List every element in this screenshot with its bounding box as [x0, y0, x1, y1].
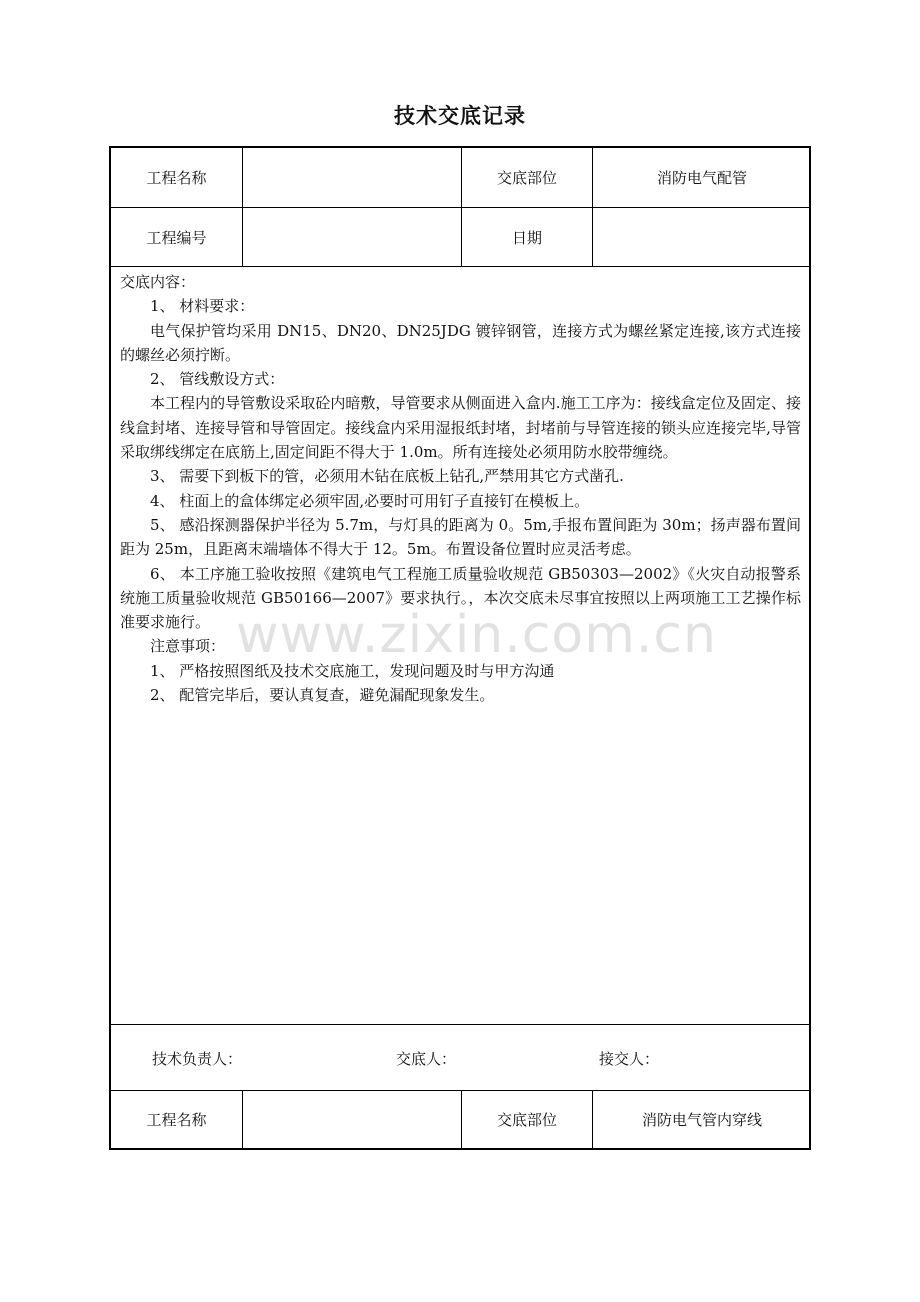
project-name-label: 工程名称	[146, 169, 207, 187]
project-name-value	[242, 148, 461, 207]
date-label: 日期	[461, 208, 592, 266]
content-line: 2、 管线敷设方式：	[150, 370, 285, 389]
part-value: 消防电气配管	[592, 148, 811, 207]
receiver-signature: 接交人：	[599, 1050, 660, 1068]
content-line: 3、 需要下到板下的管，必须用木钻在底板上钻孔,严禁用其它方式凿孔.	[150, 467, 624, 486]
content-line: 4、 柱面上的盒体绑定必须牢固,必要时可用钉子直接钉在模板上。	[150, 491, 590, 510]
document-title: 技术交底记录	[394, 103, 526, 128]
project-no-label: 工程编号	[146, 228, 207, 247]
content-line: 2、 配管完毕后，要认真复查，避免漏配现象发生。	[150, 686, 495, 705]
header-row-2	[111, 208, 809, 267]
footer-project-name-label: 工程名称	[146, 1111, 207, 1129]
content-line: 本工程内的导管敷设采取砼内暗敷，导管要求从侧面进入盒内.施工工序为：接线盒定位及固定、接线盒封堵、连接导管和导管固定。接线盒内采用湿报纸封堵，封堵前与导管连接的锁头应连接完毕,导管采取绑线绑定在底筋上,固定间距不得大于 1.0m。所有连接处必须用防水胶带缠绕。	[120, 394, 801, 462]
footer-part-label: 交底部位	[461, 1091, 592, 1148]
disclosure-content	[111, 267, 809, 1025]
footer-part-value: 消防电气管内穿线	[592, 1091, 811, 1148]
signature-row	[111, 1025, 809, 1091]
date-value	[592, 208, 811, 266]
part-label: 交底部位	[461, 148, 592, 207]
watermark: www.zixin.com.cn	[236, 605, 717, 665]
content-line: 5、 感沿探测器保护半径为 5.7m，与灯具的距离为 0。5m,手报布置间距为 30m；扬声器布置间距为 25m，且距离末端墙体不得大于 12。5m。布置设备位置时应灵活考虑。	[120, 515, 801, 559]
content-heading: 交底内容：	[120, 273, 196, 291]
content-line: 1、 材料要求：	[150, 297, 255, 316]
footer-row	[111, 1091, 809, 1148]
project-no-value	[242, 208, 461, 266]
record-table	[109, 146, 811, 1150]
content-line: 电气保护管均采用 DN15、DN20、DN25JDG 镀锌钢管，连接方式为螺丝紧定连接,该方式连接的螺丝必须拧断。	[120, 321, 801, 364]
header-row-1	[111, 148, 809, 208]
footer-project-name-value	[242, 1091, 461, 1148]
content-line: 6、 本工序施工验收按照《建筑电气工程施工质量验收规范 GB50303—2002》《火灾自动报警系统施工质量验收规范 GB50166—2007》要求执行。，本次交底未尽事宜按照以上两项施工工艺操作标准要求施行。	[120, 564, 801, 632]
discloser-signature: 交底人：	[396, 1050, 457, 1068]
notes-heading: 注意事项：	[150, 637, 226, 656]
tech-lead-signature: 技术负责人：	[152, 1050, 243, 1068]
content-line: 1、 严格按照图纸及技术交底施工，发现问题及时与甲方沟通	[150, 661, 555, 680]
